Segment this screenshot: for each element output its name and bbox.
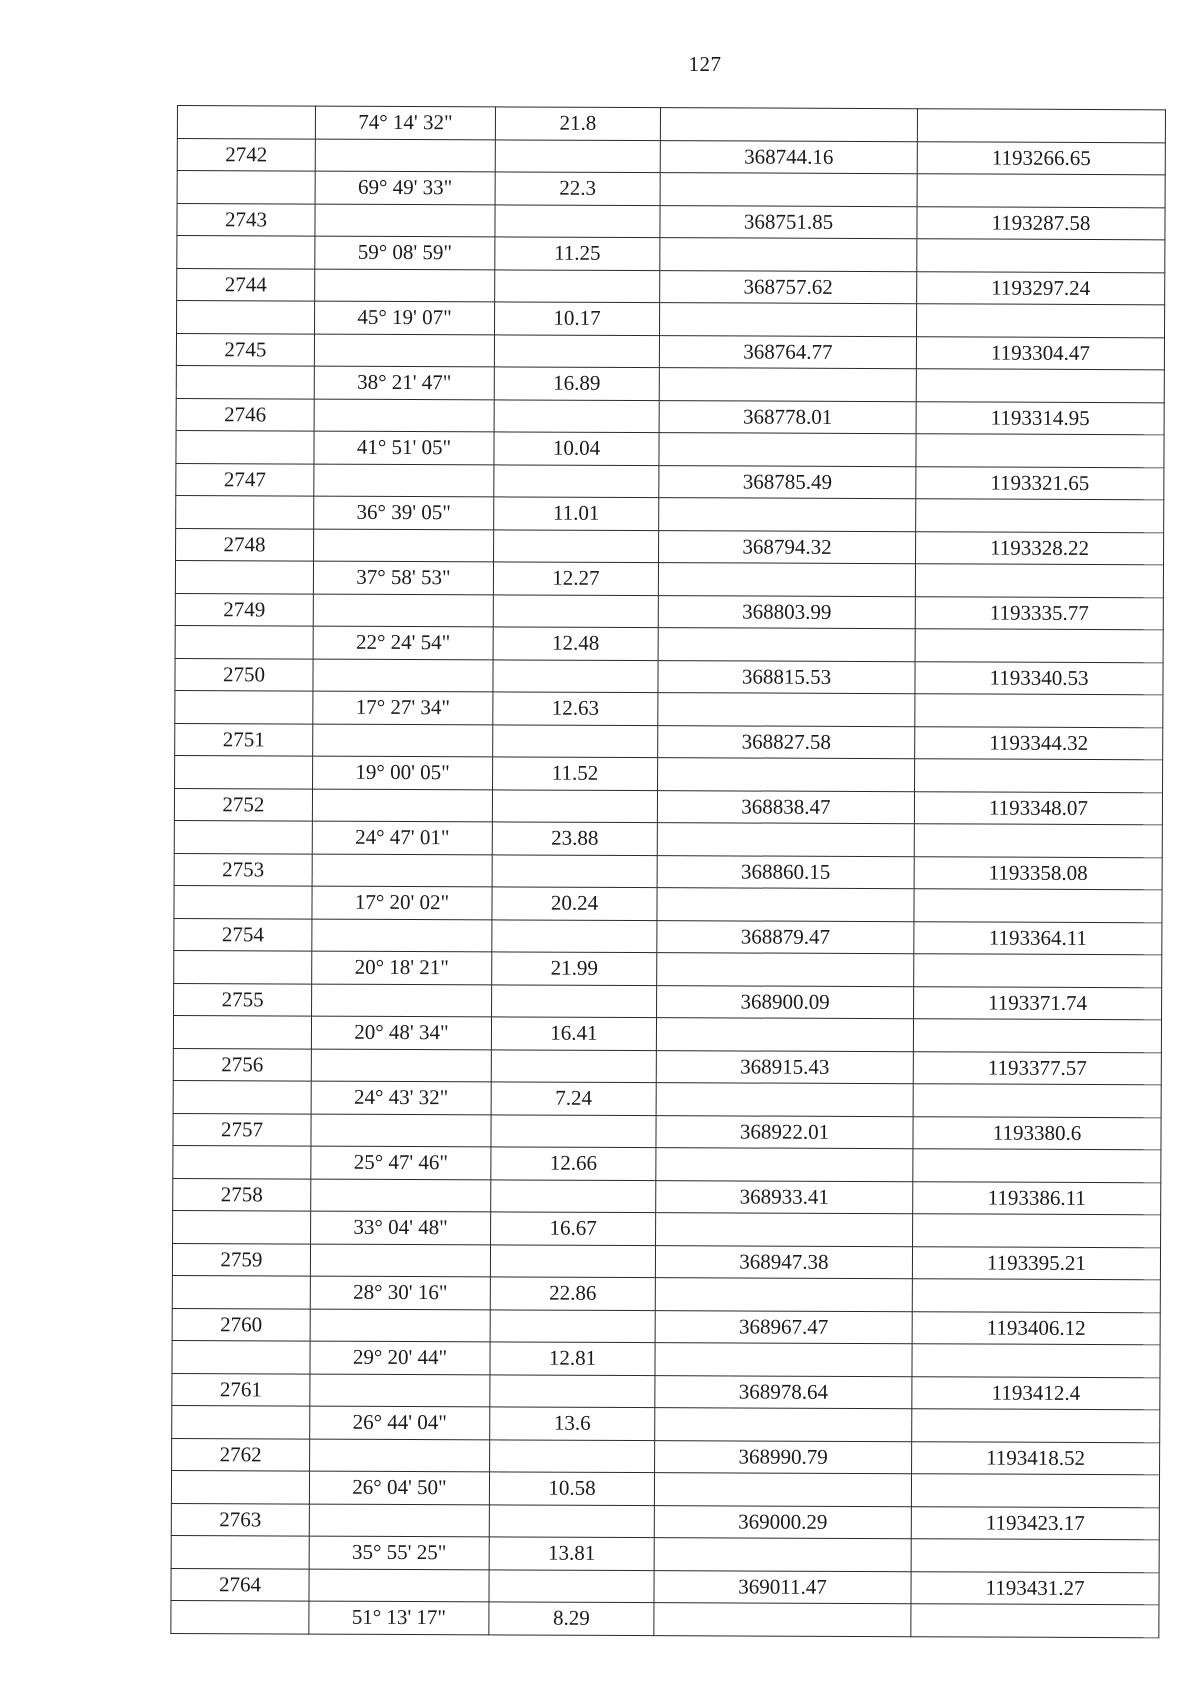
station-cell: 2744 <box>177 268 315 301</box>
table-row-point <box>173 1113 1161 1150</box>
easting-cell: 368978.64 <box>655 1375 912 1409</box>
easting-cell <box>655 1408 912 1442</box>
bearing-cell <box>309 1504 489 1537</box>
distance-cell <box>490 1309 655 1342</box>
table-row-point <box>175 658 1163 695</box>
bearing-cell <box>315 204 495 237</box>
easting-cell <box>655 1278 912 1312</box>
bearing-cell <box>311 1114 491 1147</box>
easting-cell <box>656 1083 913 1117</box>
table-row-leg <box>177 171 1165 208</box>
bearing-cell: 41° 51' 05" <box>314 431 494 464</box>
bearing-cell: 28° 30' 16" <box>310 1276 490 1309</box>
northing-cell <box>917 239 1165 273</box>
easting-cell <box>657 888 914 922</box>
bearing-cell <box>315 139 495 172</box>
station-cell: 2749 <box>175 593 313 626</box>
northing-cell: 1193380.6 <box>913 1116 1161 1150</box>
survey-table-container <box>170 105 1164 1631</box>
distance-cell <box>493 594 658 627</box>
bearing-cell <box>313 659 493 692</box>
distance-cell <box>492 854 657 887</box>
table-row-point <box>172 1373 1160 1410</box>
easting-cell: 368794.32 <box>659 530 916 564</box>
bearing-cell <box>310 1244 490 1277</box>
station-cell <box>175 755 313 788</box>
bearing-cell <box>311 1049 491 1082</box>
table-row-leg <box>172 1405 1160 1442</box>
easting-cell <box>654 1538 911 1572</box>
easting-cell: 368967.47 <box>655 1310 912 1344</box>
distance-cell <box>492 789 657 822</box>
station-cell: 2756 <box>173 1048 311 1081</box>
distance-cell: 11.01 <box>494 497 659 530</box>
northing-cell: 1193418.52 <box>912 1441 1160 1475</box>
northing-cell <box>914 889 1162 923</box>
bearing-cell: 17° 20' 02" <box>312 886 492 919</box>
bearing-cell <box>312 854 492 887</box>
table-row-leg <box>173 1015 1161 1052</box>
station-cell <box>172 1275 310 1308</box>
bearing-cell: 69° 49' 33" <box>315 171 495 204</box>
bearing-cell: 22° 24' 54" <box>313 626 493 659</box>
northing-cell <box>914 954 1162 988</box>
easting-cell <box>660 238 917 272</box>
distance-cell <box>494 529 659 562</box>
table-row-point <box>176 333 1164 370</box>
easting-cell <box>658 693 915 727</box>
station-cell <box>172 1405 310 1438</box>
station-cell: 2762 <box>172 1438 310 1471</box>
distance-cell: 11.52 <box>493 757 658 790</box>
bearing-cell <box>310 1309 490 1342</box>
northing-cell <box>914 824 1162 858</box>
table-row-leg <box>173 1210 1161 1247</box>
bearing-cell: 25° 47' 46" <box>311 1146 491 1179</box>
table-row-leg <box>174 885 1162 922</box>
northing-cell <box>912 1409 1160 1443</box>
table-row-leg <box>176 365 1164 402</box>
easting-cell <box>658 758 915 792</box>
survey-coordinates-table <box>170 105 1166 1638</box>
distance-cell: 20.24 <box>492 887 657 920</box>
table-row-leg <box>174 950 1162 987</box>
northing-cell: 1193340.53 <box>915 661 1163 695</box>
northing-cell: 1193386.11 <box>913 1181 1161 1215</box>
station-cell <box>171 1535 309 1568</box>
bearing-cell <box>310 1374 490 1407</box>
station-cell: 2747 <box>176 463 314 496</box>
distance-cell <box>494 334 659 367</box>
easting-cell: 368803.99 <box>658 595 915 629</box>
station-cell: 2759 <box>172 1243 310 1276</box>
easting-cell: 368751.85 <box>660 205 917 239</box>
table-row-point <box>176 463 1164 500</box>
station-cell: 2757 <box>173 1113 311 1146</box>
table-row-point <box>173 1048 1161 1085</box>
table-row-point <box>177 268 1165 305</box>
distance-cell: 21.99 <box>492 952 657 985</box>
bearing-cell: 20° 18' 21" <box>312 951 492 984</box>
easting-cell: 368860.15 <box>657 855 914 889</box>
station-cell: 2761 <box>172 1373 310 1406</box>
easting-cell: 368990.79 <box>655 1440 912 1474</box>
distance-cell <box>491 1114 656 1147</box>
bearing-cell <box>311 1179 491 1212</box>
northing-cell <box>912 1279 1160 1313</box>
distance-cell <box>489 1569 654 1602</box>
station-cell <box>173 1210 311 1243</box>
bearing-cell <box>309 1569 489 1602</box>
easting-cell: 368838.47 <box>657 790 914 824</box>
easting-cell <box>659 498 916 532</box>
bearing-cell: 26° 44' 04" <box>310 1406 490 1439</box>
station-cell <box>176 365 314 398</box>
table-row-leg <box>175 755 1163 792</box>
easting-cell <box>660 173 917 207</box>
table-row-leg <box>172 1340 1160 1377</box>
northing-cell <box>916 499 1164 533</box>
station-cell: 2743 <box>177 203 315 236</box>
easting-cell: 369011.47 <box>654 1570 911 1604</box>
table-row-point <box>172 1438 1160 1475</box>
easting-cell <box>658 563 915 597</box>
easting-cell: 368744.16 <box>660 140 917 174</box>
station-cell <box>173 1080 311 1113</box>
bearing-cell: 20° 48' 34" <box>311 1016 491 1049</box>
table-row-leg <box>173 1080 1161 1117</box>
bearing-cell <box>312 984 492 1017</box>
bearing-cell: 37° 58' 53" <box>313 561 493 594</box>
station-cell <box>177 301 315 334</box>
distance-cell <box>489 1504 654 1537</box>
easting-cell: 368815.53 <box>658 660 915 694</box>
station-cell: 2760 <box>172 1308 310 1341</box>
northing-cell <box>913 1084 1161 1118</box>
distance-cell: 13.81 <box>489 1537 654 1570</box>
easting-cell <box>656 1213 913 1247</box>
distance-cell <box>494 399 659 432</box>
bearing-cell <box>314 529 494 562</box>
table-row-point <box>175 723 1163 760</box>
bearing-cell: 24° 47' 01" <box>312 821 492 854</box>
station-cell <box>175 560 313 593</box>
bearing-cell: 36° 39' 05" <box>314 496 494 529</box>
bearing-cell <box>315 269 495 302</box>
distance-cell: 22.86 <box>490 1277 655 1310</box>
northing-cell <box>912 1344 1160 1378</box>
bearing-cell <box>312 919 492 952</box>
easting-cell <box>656 1148 913 1182</box>
bearing-cell: 29° 20' 44" <box>310 1341 490 1374</box>
distance-cell <box>493 659 658 692</box>
distance-cell: 21.8 <box>495 107 660 140</box>
northing-cell <box>913 1149 1161 1183</box>
distance-cell: 11.25 <box>495 237 660 270</box>
distance-cell <box>490 1374 655 1407</box>
bearing-cell <box>310 1439 490 1472</box>
table-row-point <box>174 853 1162 890</box>
station-cell <box>174 885 312 918</box>
easting-cell <box>657 953 914 987</box>
easting-cell: 368827.58 <box>658 725 915 759</box>
northing-cell: 1193364.11 <box>914 921 1162 955</box>
table-row-point <box>174 788 1162 825</box>
station-cell: 2751 <box>175 723 313 756</box>
station-cell <box>171 1600 309 1633</box>
northing-cell <box>913 1214 1161 1248</box>
bearing-cell: 45° 19' 07" <box>315 301 495 334</box>
station-cell: 2742 <box>177 138 315 171</box>
table-row-leg <box>177 106 1165 143</box>
bearing-cell: 38° 21' 47" <box>314 366 494 399</box>
northing-cell: 1193304.47 <box>916 336 1164 370</box>
bearing-cell <box>314 334 494 367</box>
table-row-point <box>175 593 1163 630</box>
page-number: 127 <box>688 52 722 76</box>
easting-cell: 369000.29 <box>654 1505 911 1539</box>
station-cell: 2763 <box>171 1503 309 1536</box>
station-cell: 2746 <box>176 398 314 431</box>
station-cell: 2748 <box>176 528 314 561</box>
distance-cell <box>493 724 658 757</box>
distance-cell: 12.48 <box>493 627 658 660</box>
station-cell: 2758 <box>173 1178 311 1211</box>
bearing-cell: 19° 00' 05" <box>313 756 493 789</box>
northing-cell: 1193321.65 <box>916 466 1164 500</box>
bearing-cell <box>313 594 493 627</box>
easting-cell <box>660 108 917 142</box>
northing-cell <box>911 1474 1159 1508</box>
distance-cell: 10.58 <box>489 1472 654 1505</box>
distance-cell: 12.81 <box>490 1342 655 1375</box>
easting-cell: 368933.41 <box>656 1180 913 1214</box>
station-cell <box>175 625 313 658</box>
easting-cell <box>654 1473 911 1507</box>
bearing-cell <box>313 724 493 757</box>
table-row-leg <box>171 1470 1159 1507</box>
station-cell <box>177 106 315 139</box>
table-row-point <box>177 138 1165 175</box>
table-row-point <box>176 528 1164 565</box>
distance-cell <box>495 139 660 172</box>
table-row-leg <box>176 430 1164 467</box>
northing-cell <box>915 694 1163 728</box>
distance-cell: 12.63 <box>493 692 658 725</box>
northing-cell <box>916 434 1164 468</box>
bearing-cell <box>312 789 492 822</box>
bearing-cell: 51° 13' 17" <box>309 1601 489 1634</box>
northing-cell: 1193266.65 <box>917 141 1165 175</box>
distance-cell <box>490 1244 655 1277</box>
station-cell <box>171 1470 309 1503</box>
bearing-cell: 24° 43' 32" <box>311 1081 491 1114</box>
northing-cell: 1193377.57 <box>913 1051 1161 1085</box>
station-cell <box>174 820 312 853</box>
station-cell: 2750 <box>175 658 313 691</box>
distance-cell: 7.24 <box>491 1082 656 1115</box>
distance-cell <box>491 1179 656 1212</box>
distance-cell: 8.29 <box>489 1602 654 1635</box>
easting-cell <box>659 433 916 467</box>
table-row-leg <box>176 495 1164 532</box>
table-row-point <box>174 918 1162 955</box>
station-cell <box>173 1145 311 1178</box>
table-row-point <box>172 1243 1160 1280</box>
bearing-cell: 26° 04' 50" <box>309 1471 489 1504</box>
easting-cell: 368915.43 <box>656 1050 913 1084</box>
station-cell <box>176 495 314 528</box>
easting-cell: 368922.01 <box>656 1115 913 1149</box>
distance-cell: 12.66 <box>491 1147 656 1180</box>
northing-cell: 1193395.21 <box>912 1246 1160 1280</box>
distance-cell: 23.88 <box>492 822 657 855</box>
distance-cell: 16.67 <box>491 1212 656 1245</box>
distance-cell <box>494 464 659 497</box>
northing-cell <box>917 109 1165 143</box>
easting-cell <box>659 368 916 402</box>
station-cell: 2752 <box>174 788 312 821</box>
station-cell <box>172 1340 310 1373</box>
station-cell <box>176 430 314 463</box>
table-row-leg <box>171 1535 1159 1572</box>
northing-cell: 1193335.77 <box>915 596 1163 630</box>
table-row-point <box>172 1308 1160 1345</box>
table-row-point <box>173 1178 1161 1215</box>
distance-cell: 22.3 <box>495 172 660 205</box>
station-cell: 2753 <box>174 853 312 886</box>
northing-cell <box>915 759 1163 793</box>
table-row-point <box>177 203 1165 240</box>
distance-cell <box>495 269 660 302</box>
northing-cell <box>915 629 1163 663</box>
northing-cell: 1193328.22 <box>916 531 1164 565</box>
easting-cell: 368785.49 <box>659 465 916 499</box>
table-row-point <box>174 983 1162 1020</box>
table-row-leg <box>171 1600 1159 1637</box>
northing-cell: 1193287.58 <box>917 206 1165 240</box>
northing-cell <box>911 1539 1159 1573</box>
table-row-leg <box>172 1275 1160 1312</box>
distance-cell: 10.04 <box>494 432 659 465</box>
table-row-leg <box>175 690 1163 727</box>
bearing-cell: 17° 27' 34" <box>313 691 493 724</box>
northing-cell: 1193358.08 <box>914 856 1162 890</box>
station-cell: 2764 <box>171 1568 309 1601</box>
station-cell <box>177 236 315 269</box>
distance-cell: 16.89 <box>494 367 659 400</box>
easting-cell <box>657 823 914 857</box>
bearing-cell <box>314 399 494 432</box>
station-cell: 2755 <box>174 983 312 1016</box>
easting-cell: 368757.62 <box>660 270 917 304</box>
station-cell <box>177 171 315 204</box>
table-row-leg <box>177 236 1165 273</box>
northing-cell: 1193412.4 <box>912 1376 1160 1410</box>
northing-cell: 1193406.12 <box>912 1311 1160 1345</box>
table-row-leg <box>173 1145 1161 1182</box>
northing-cell: 1193431.27 <box>911 1571 1159 1605</box>
northing-cell <box>911 1604 1159 1638</box>
easting-cell: 368879.47 <box>657 920 914 954</box>
easting-cell <box>658 628 915 662</box>
bearing-cell: 59° 08' 59" <box>315 236 495 269</box>
station-cell: 2754 <box>174 918 312 951</box>
distance-cell <box>490 1439 655 1472</box>
northing-cell <box>913 1019 1161 1053</box>
easting-cell <box>660 303 917 337</box>
distance-cell: 13.6 <box>490 1407 655 1440</box>
station-cell <box>175 690 313 723</box>
distance-cell: 12.27 <box>493 562 658 595</box>
station-cell: 2745 <box>176 333 314 366</box>
table-row-leg <box>177 301 1165 338</box>
bearing-cell <box>314 464 494 497</box>
station-cell <box>173 1015 311 1048</box>
northing-cell: 1193371.74 <box>914 986 1162 1020</box>
northing-cell <box>916 304 1164 338</box>
table-row-point <box>171 1503 1159 1540</box>
easting-cell <box>655 1343 912 1377</box>
distance-cell: 16.41 <box>491 1017 656 1050</box>
distance-cell <box>492 984 657 1017</box>
northing-cell <box>917 174 1165 208</box>
table-row-point <box>176 398 1164 435</box>
easting-cell: 368778.01 <box>659 400 916 434</box>
distance-cell <box>492 919 657 952</box>
bearing-cell: 33° 04' 48" <box>311 1211 491 1244</box>
northing-cell <box>916 369 1164 403</box>
northing-cell: 1193348.07 <box>914 791 1162 825</box>
survey-table-body <box>171 106 1166 1638</box>
easting-cell: 368764.77 <box>659 335 916 369</box>
northing-cell: 1193314.95 <box>916 401 1164 435</box>
northing-cell: 1193423.17 <box>911 1506 1159 1540</box>
table-row-point <box>171 1568 1159 1605</box>
table-row-leg <box>175 560 1163 597</box>
distance-cell <box>495 204 660 237</box>
northing-cell: 1193344.32 <box>915 726 1163 760</box>
easting-cell: 368947.38 <box>655 1245 912 1279</box>
northing-cell: 1193297.24 <box>917 271 1165 305</box>
distance-cell: 10.17 <box>495 302 660 335</box>
table-row-leg <box>174 820 1162 857</box>
easting-cell: 368900.09 <box>657 985 914 1019</box>
table-row-leg <box>175 625 1163 662</box>
easting-cell <box>654 1603 911 1637</box>
station-cell <box>174 950 312 983</box>
distance-cell <box>491 1049 656 1082</box>
northing-cell <box>915 564 1163 598</box>
bearing-cell: 74° 14' 32" <box>315 106 495 139</box>
easting-cell <box>656 1018 913 1052</box>
bearing-cell: 35° 55' 25" <box>309 1536 489 1569</box>
